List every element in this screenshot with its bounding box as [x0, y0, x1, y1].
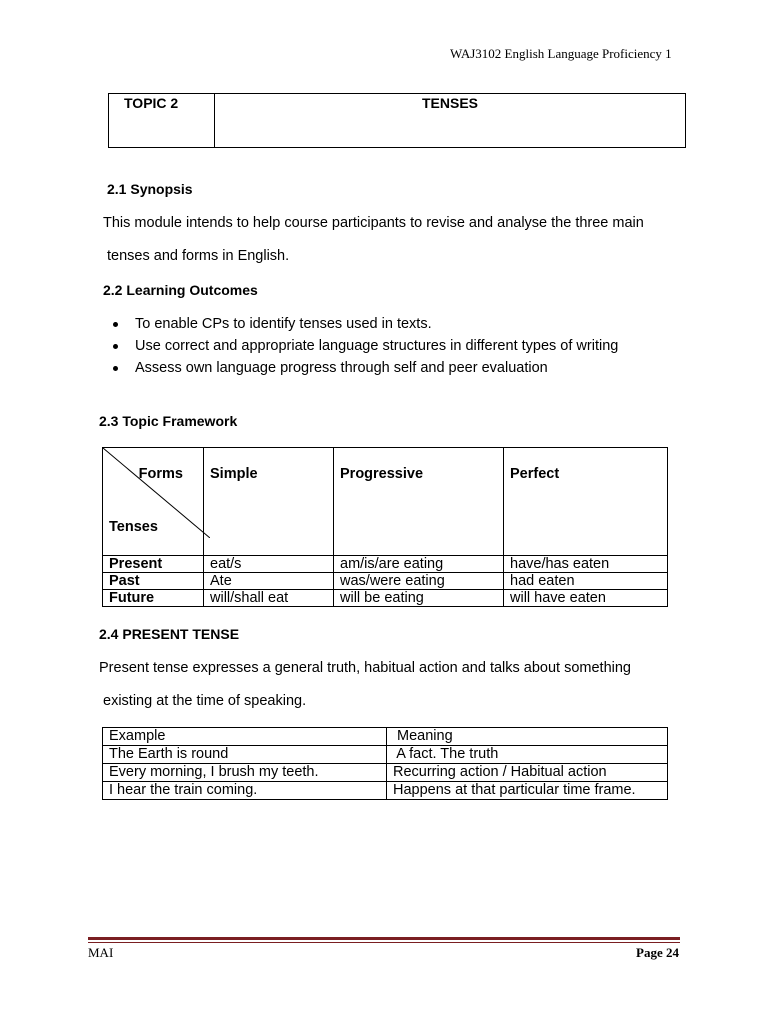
topic-number: TOPIC 2 [109, 94, 215, 148]
footer-author: MAI [88, 945, 114, 960]
table-row [103, 746, 668, 764]
framework-corner-cell [103, 448, 204, 556]
example-cell: Every morning, I brush my teeth. [103, 764, 387, 782]
meaning-cell: Recurring action / Habitual action [387, 764, 668, 782]
present-tense-line-1: Present tense expresses a general truth, habitual action and talks about something [99, 660, 631, 676]
topic-title-table [108, 93, 686, 148]
running-header: WAJ3102 English Language Proficiency 1 [450, 46, 672, 61]
corner-label-forms: Forms [138, 466, 183, 482]
meaning-cell: Happens at that particular time frame. [387, 782, 668, 800]
framework-heading: 2.3 Topic Framework [99, 413, 238, 429]
tense-label: Present [103, 556, 204, 573]
table-row [103, 590, 668, 607]
table-row [103, 573, 668, 590]
tense-label: Future [103, 590, 204, 607]
framework-table [102, 447, 668, 607]
present-tense-examples-table [102, 727, 668, 800]
synopsis-line-2: tenses and forms in English. [107, 248, 290, 264]
tense-label: Past [103, 573, 204, 590]
corner-label-tenses: Tenses [109, 519, 158, 535]
meaning-cell: A fact. The truth [387, 746, 668, 764]
column-header-perfect: Perfect [504, 448, 668, 556]
table-cell: eat/s [204, 556, 334, 573]
table-row [103, 764, 668, 782]
table-cell: will/shall eat [204, 590, 334, 607]
table-cell: was/were eating [334, 573, 504, 590]
outcome-item: To enable CPs to identify tenses used in texts. [108, 316, 618, 338]
table-cell: will be eating [334, 590, 504, 607]
footer-rule-thin [88, 942, 680, 943]
table-header-row [103, 728, 668, 746]
footer-rule-thick [88, 937, 680, 940]
example-cell: I hear the train coming. [103, 782, 387, 800]
column-header-example: Example [103, 728, 387, 746]
page-number: Page 24 [636, 945, 679, 960]
present-tense-line-2: existing at the time of speaking. [103, 693, 307, 709]
outcome-item: Use correct and appropriate language structures in different types of writing [108, 338, 618, 360]
synopsis-line-1: This module intends to help course participants to revise and analyse the three main [103, 215, 644, 231]
table-cell: had eaten [504, 573, 668, 590]
present-tense-heading: 2.4 PRESENT TENSE [99, 626, 240, 642]
column-header-progressive: Progressive [334, 448, 504, 556]
example-cell: The Earth is round [103, 746, 387, 764]
outcomes-list [108, 316, 618, 382]
outcome-item: Assess own language progress through self and peer evaluation [108, 360, 618, 382]
table-row [103, 782, 668, 800]
column-header-meaning: Meaning [387, 728, 668, 746]
synopsis-heading: 2.1 Synopsis [107, 181, 193, 197]
column-header-simple: Simple [204, 448, 334, 556]
outcomes-heading: 2.2 Learning Outcomes [103, 282, 258, 298]
table-row [103, 556, 668, 573]
table-cell: am/is/are eating [334, 556, 504, 573]
table-cell: have/has eaten [504, 556, 668, 573]
table-cell: Ate [204, 573, 334, 590]
topic-title: TENSES [215, 94, 686, 148]
table-cell: will have eaten [504, 590, 668, 607]
